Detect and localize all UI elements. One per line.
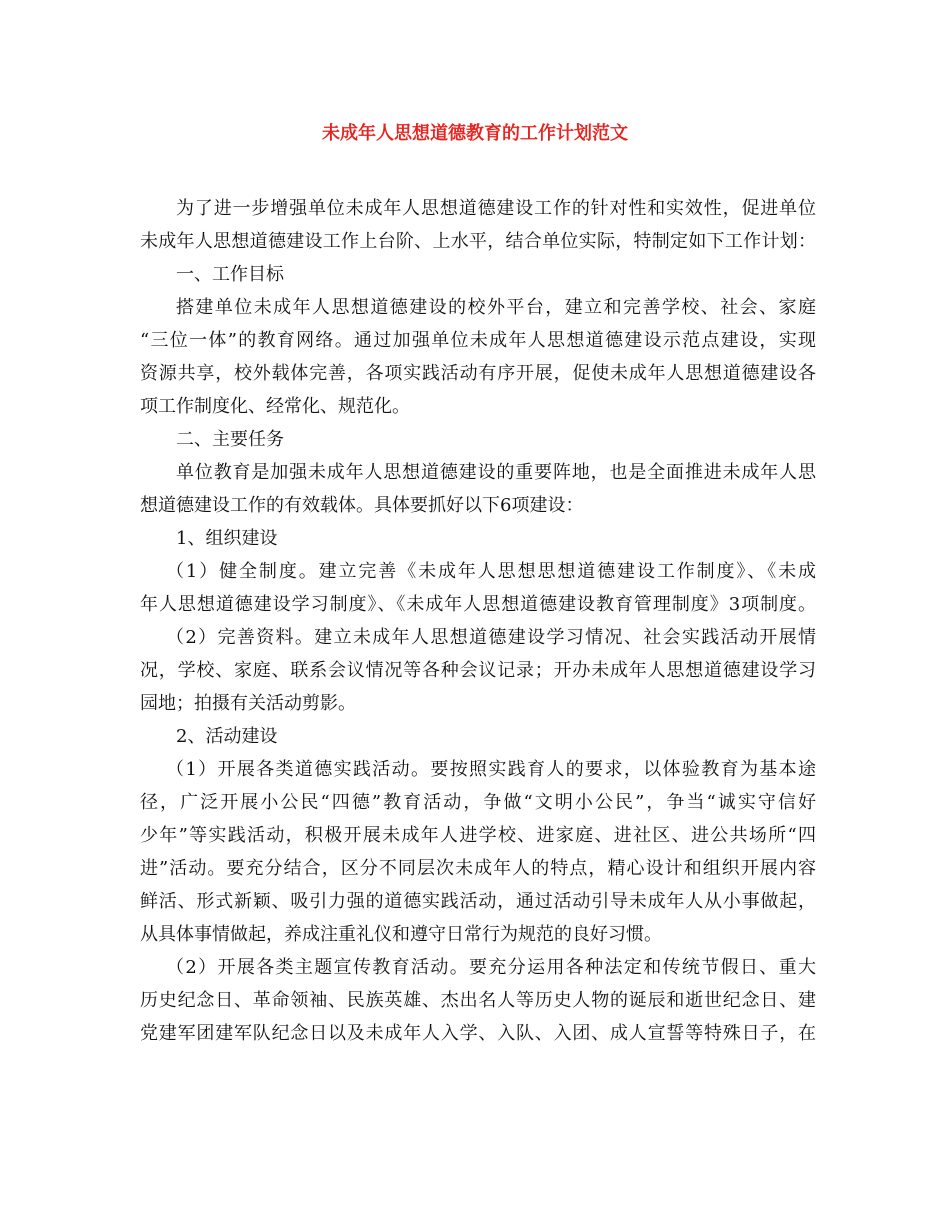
- paragraph-line: （1）开展各类道德实践活动。要按照实践育人的要求，以体验教育为基本途: [166, 759, 816, 780]
- paragraph-line: 况，学校、家庭、联系会议情况等各种会议记录；开办未成年人思想道德建设学习: [140, 660, 816, 681]
- document-title: 未成年人思想道德教育的工作计划范文: [322, 123, 628, 144]
- paragraph-line: 进”活动。要充分结合，区分不同层次未成年人的特点，精心设计和组织开展内容: [140, 858, 816, 879]
- paragraph-line: 项工作制度化、经常化、规范化。: [140, 396, 410, 417]
- paragraph-line: 少年”等实践活动，积极开展未成年人进学校、进家庭、进社区、进公共场所“四: [140, 825, 816, 846]
- paragraph-line: 径，广泛开展小公民“四德”教育活动，争做“文明小公民”，争当“诚实守信好: [140, 792, 816, 813]
- paragraph-line: 鲜活、形式新颖、吸引力强的道德实践活动，通过活动引导未成年人从小事做起，: [140, 891, 816, 912]
- paragraph-line: （1）健全制度。建立完善《未成年人思想思想道德建设工作制度》、《未成: [166, 561, 816, 582]
- paragraph-line: 资源共享，校外载体完善，各项实践活动有序开展，促使未成年人思想道德建设各: [140, 363, 816, 384]
- paragraph-line: 未成年人思想道德建设工作上台阶、上水平，结合单位实际，特制定如下工作计划：: [140, 231, 816, 252]
- paragraph-line: 党建军团建军队纪念日以及未成年人入学、入队、入团、成人宣誓等特殊日子，在: [140, 1023, 816, 1044]
- paragraph-line: （2）开展各类主题宣传教育活动。要充分运用各种法定和传统节假日、重大: [166, 957, 816, 978]
- paragraph-line: 园地；拍摄有关活动剪影。: [140, 693, 356, 714]
- paragraph-line: “三位一体”的教育网络。通过加强单位未成年人思想道德建设示范点建设，实现: [140, 330, 816, 351]
- paragraph-line: （2）完善资料。建立未成年人思想道德建设学习情况、社会实践活动开展情: [166, 627, 816, 648]
- paragraph-line: 搭建单位未成年人思想道德建设的校外平台，建立和完善学校、社会、家庭: [176, 297, 816, 318]
- section-heading: 一、工作目标: [176, 264, 284, 285]
- paragraph-line: 历史纪念日、革命领袖、民族英雄、杰出名人等历史人物的诞辰和逝世纪念日、建: [140, 990, 816, 1011]
- subsection-heading: 1、组织建设: [176, 528, 278, 549]
- section-heading: 二、主要任务: [176, 429, 284, 450]
- paragraph-line: 单位教育是加强未成年人思想道德建设的重要阵地，也是全面推进未成年人思: [176, 462, 816, 483]
- paragraph-line: 年人思想道德建设学习制度》、《未成年人思想道德建设教育管理制度》3项制度。: [140, 594, 816, 615]
- paragraph-line: 为了进一步增强单位未成年人思想道德建设工作的针对性和实效性，促进单位: [176, 198, 816, 219]
- paragraph-line: 想道德建设工作的有效载体。具体要抓好以下6项建设：: [140, 495, 584, 516]
- paragraph-line: 从具体事情做起，养成注重礼仪和遵守日常行为规范的良好习惯。: [140, 924, 662, 945]
- subsection-heading: 2、活动建设: [176, 726, 278, 747]
